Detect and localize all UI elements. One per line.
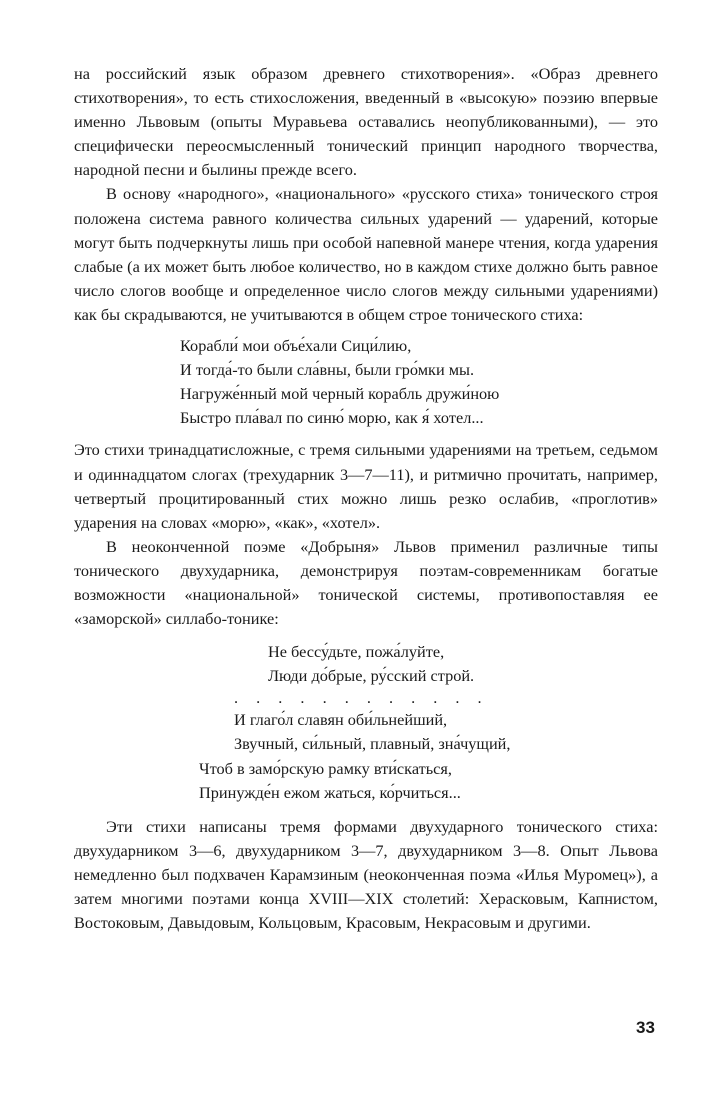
verse-line: Нагруже́нный мой черный корабль дружи́ною bbox=[180, 384, 500, 404]
verse-line: Принужде́н ежом жаться, ко́рчиться... bbox=[199, 782, 461, 802]
paragraph: В неоконченной поэме «Добрыня» Львов применил различные типы тонического двухударника, демонстрируя поэтам-современникам богатые возможности «национальной» тонической системы, противопоставляя ее «заморской» силлабо-тонике: bbox=[74, 536, 658, 629]
page-text bbox=[74, 62, 658, 935]
verse-line: Быстро пла́вал по синю́ морю, как я́ хотел... bbox=[180, 408, 484, 428]
verse-line: Корабли́ мои объе́хали Сици́лию, bbox=[180, 336, 412, 356]
verse-line: Звучный, си́льный, плавный, зна́чущий, bbox=[234, 734, 511, 754]
paragraph: Эти стихи написаны тремя формами двухударного тонического стиха: двухударником 3—6, двухударником 3—7, двухударником 3—8. Опыт Львова немедленно был подхвачен Карамзиным (неоконченная поэма «Илья Муромец»), а затем многими поэтами конца XVIII—XIX столетий: Херасковым, Капнистом, Востоковым, Давыдовым, Кольцовым, Красовым, Некрасовым и другими. bbox=[74, 816, 658, 933]
paragraph: на российский язык образом древнего стихотворения». «Образ древнего стихотворения», то есть стихосложения, введенный в «высокую» поэзию впервые именно Львовым (опыты Муравьева оставались неопубликованными), — это специфически переосмысленный тонический принцип народного творчества, народной песни и былины прежде всего. bbox=[74, 64, 658, 180]
verse-quote bbox=[74, 334, 658, 430]
verse-omission: . . . . . . . . . . . . bbox=[234, 688, 489, 708]
verse-line: И тогда́-то были сла́вны, были гро́мки мы. bbox=[180, 360, 475, 380]
verse-line: И глаго́л славян оби́льнейший, bbox=[234, 710, 448, 730]
verse-quote bbox=[74, 640, 658, 805]
page-number: 33 bbox=[636, 1018, 655, 1037]
verse-line: Люди до́брые, ру́сский строй. bbox=[268, 666, 475, 686]
paragraph: Это стихи тринадцатисложные, с тремя сильными ударениями на третьем, седьмом и одиннадцатом слогах (трехударник 3—7—11), и ритмично прочитать, например, четвертый процитированный стих можно лишь резко ослабив, «проглотив» ударения на словах «морю», «как», «хотел». bbox=[74, 440, 658, 532]
verse-line: Не бессу́дьте, пожа́луйте, bbox=[268, 642, 445, 662]
verse-line: Чтоб в замо́рскую рамку вти́скаться, bbox=[199, 758, 452, 778]
paragraph: В основу «народного», «национального» «русского стиха» тонического строя положена система равного количества сильных ударений — ударений, которые могут быть подчеркнуты лишь при особой напевной манере чтения, когда ударения слабые (а их может быть любое количество, но в каждом стихе должно быть равное число слогов вообще и определенное число слогов между сильными ударениями) как бы скрадываются, не учитываются в общем строе тонического стиха: bbox=[74, 184, 658, 324]
